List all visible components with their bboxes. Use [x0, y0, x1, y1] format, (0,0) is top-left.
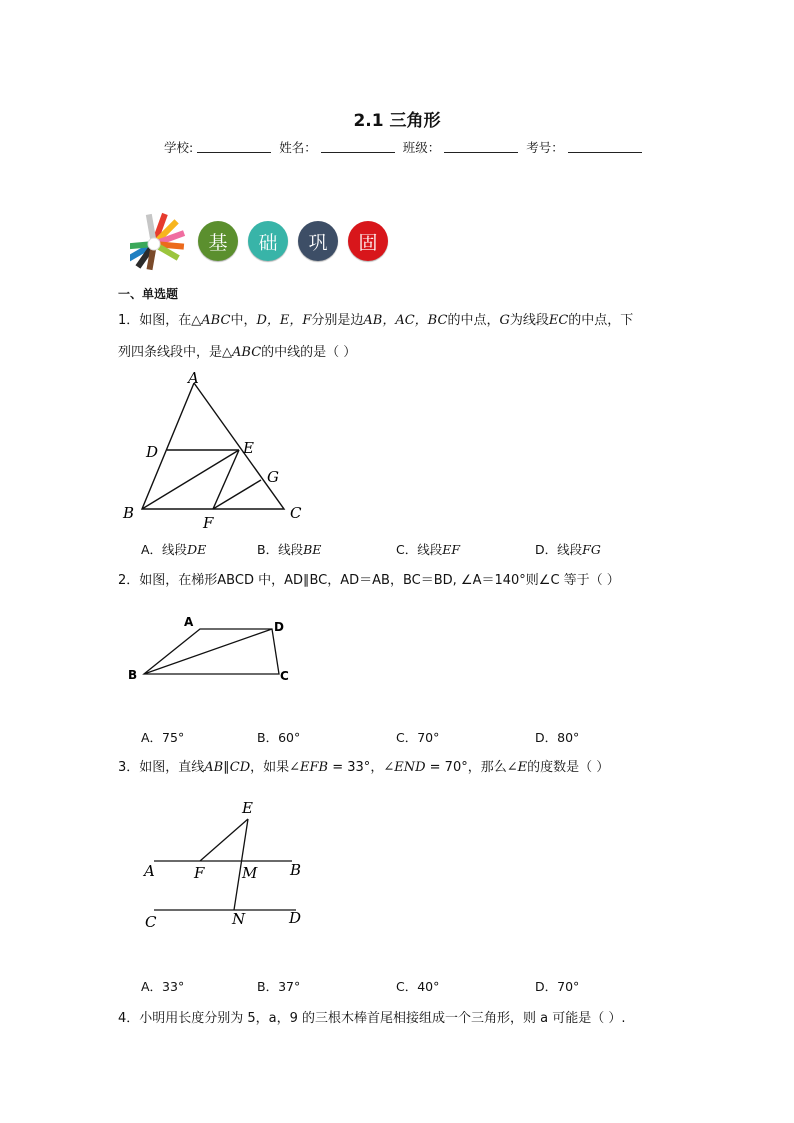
q4-number: 4． [118, 1011, 140, 1026]
q3-option-c[interactable]: C．40° [396, 979, 440, 994]
q3-angle1: ∠EFB [289, 760, 329, 775]
colored-pencils-icon [130, 210, 188, 272]
q3-option-b[interactable]: B．37° [257, 979, 301, 994]
q1-label-c: C [290, 504, 302, 522]
q1-text-a: 如图，在 [139, 313, 192, 328]
q1-points: D，E，F [256, 313, 312, 328]
q2-label-a: A [184, 615, 194, 629]
q3-text-b: ，如果 [250, 760, 290, 775]
q1-g: G [499, 313, 510, 328]
q1-option-c[interactable]: C．线段EF [396, 542, 461, 557]
q3-option-a[interactable]: A．33° [141, 979, 185, 994]
q2-stem: 如图，在梯形ABCD 中，AD∥BC，AD＝AB，BC＝BD, ∠A＝140°则∠C 等于（ ） [139, 573, 620, 588]
q3-label-e: E [242, 799, 253, 817]
banner-circles [188, 221, 388, 261]
q3-label-f: F [194, 864, 205, 882]
q3-eq2: = 70° [425, 760, 468, 775]
q3-number: 3． [118, 760, 140, 775]
q2-label-c: C [280, 669, 289, 683]
number-label: 考号： [526, 140, 564, 155]
q3-label-n: N [232, 910, 246, 928]
banner-circle-gu: 固 [348, 221, 388, 261]
q3-parallel: ∥ [223, 760, 230, 775]
q2-number: 2． [118, 573, 140, 588]
school-label: 学校: [164, 140, 194, 155]
q3-text-c: ，那么 [467, 760, 507, 775]
q2-option-b[interactable]: B．60° [257, 730, 301, 745]
q1-text-b: 中， [230, 313, 257, 328]
q1-text-d: 的中点， [447, 313, 500, 328]
q1-triangle: △ABC [191, 313, 231, 328]
q1-line2-b: 的中线的是（ ） [261, 345, 357, 360]
q3-text-a: 如图，直线 [139, 760, 205, 775]
q1-option-b[interactable]: B．线段BE [257, 542, 322, 557]
q2-label-b: B [128, 668, 138, 682]
q3-label-a: A [144, 862, 155, 880]
school-blank[interactable] [197, 138, 271, 153]
q3-angle2: ∠END [383, 760, 426, 775]
q1-number: 1． [118, 313, 140, 328]
section-title: 一、单选题 [118, 287, 179, 301]
q2-option-a[interactable]: A．75° [141, 730, 185, 745]
q3-label-c: C [145, 913, 157, 931]
q1-text-c: 分别是边 [311, 313, 364, 328]
q3-label-d: D [289, 909, 302, 927]
q3-label-m: M [242, 864, 258, 882]
question-4-text [118, 1009, 678, 1029]
q1-label-d: D [146, 443, 159, 461]
number-blank[interactable] [568, 138, 642, 153]
q3-figure-parallel-lines [138, 795, 318, 935]
section-banner [130, 208, 388, 274]
q4-stem: 小明用长度分别为 5，a，9 的三根木棒首尾相接组成一个三角形，则 a 可能是（ ）. [139, 1011, 626, 1026]
q1-label-a: A [188, 369, 199, 387]
q2-option-d[interactable]: D．80° [535, 730, 580, 745]
q3-text-d: 的度数是（ ） [527, 760, 610, 775]
student-info-line [164, 138, 646, 156]
banner-circle-gong: 巩 [298, 221, 338, 261]
name-label: 姓名： [279, 140, 317, 155]
q1-option-d[interactable]: D．线段FG [535, 542, 601, 557]
question-2-text [118, 571, 678, 591]
class-label: 班级： [402, 140, 441, 155]
q3-ab: AB [204, 760, 224, 775]
q3-sep: ， [370, 760, 384, 775]
q2-figure-trapezoid [122, 612, 302, 687]
page-title: 2.1 三角形 [353, 111, 441, 131]
q1-triangle-2: △ABC [222, 345, 262, 360]
question-1-text-line2 [118, 343, 678, 363]
q2-label-d: D [274, 620, 284, 634]
banner-circle-chu: 础 [248, 221, 288, 261]
q3-angle3: ∠E [506, 760, 528, 775]
q1-option-a[interactable]: A．线段DE [141, 542, 207, 557]
question-3-text [118, 758, 678, 778]
name-blank[interactable] [321, 138, 395, 153]
q1-label-g: G [267, 468, 279, 486]
q1-sides: AB，AC，BC [363, 313, 448, 328]
q1-text-f: 的中点，下 [568, 313, 634, 328]
q3-eq1: = 33° [328, 760, 371, 775]
q2-option-c[interactable]: C．70° [396, 730, 440, 745]
q1-figure-triangle [118, 368, 318, 533]
q1-ec: EC [548, 313, 569, 328]
q1-label-e: E [243, 439, 254, 457]
banner-circle-ji: 基 [198, 221, 238, 261]
q3-option-d[interactable]: D．70° [535, 979, 580, 994]
q3-cd: CD [229, 760, 251, 775]
q1-text-e: 为线段 [509, 313, 549, 328]
class-blank[interactable] [444, 138, 518, 153]
q1-line2-a: 列四条线段中，是 [118, 345, 223, 360]
question-1-text [118, 311, 678, 331]
q3-label-b: B [290, 861, 302, 879]
q1-label-f: F [203, 514, 214, 532]
q1-label-b: B [123, 504, 135, 522]
